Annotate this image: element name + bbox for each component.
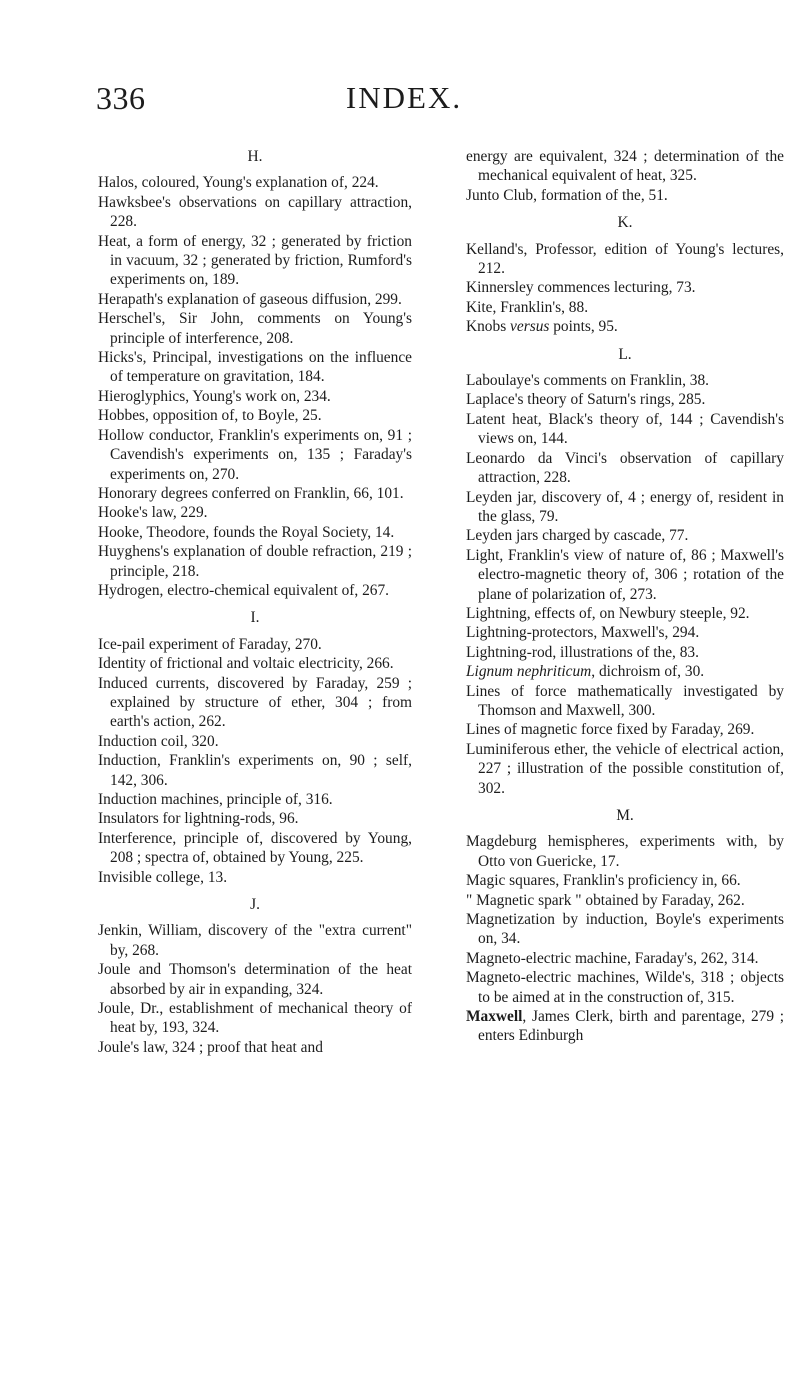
index-entry: Interference, principle of, discovered by Young, 208 ; spectra of, obtained by Young, 225. [98, 829, 412, 867]
index-entry: Hobbes, opposition of, to Boyle, 25. [98, 407, 322, 425]
index-entry [466, 1007, 784, 1046]
index-column-left [98, 147, 412, 1057]
index-entry: Hooke, Theodore, founds the Royal Society, 14. [98, 523, 395, 541]
index-entry: Joule, Dr., establishment of mechanical theory of heat by, 193, 324. [98, 1000, 412, 1037]
index-entry: Induction coil, 320. [98, 732, 219, 750]
index-entry: Magic squares, Franklin's proficiency in, 66. [466, 872, 741, 890]
index-entry: Lines of magnetic force fixed by Faraday, 269. [466, 721, 755, 739]
page-number: 336 [96, 80, 146, 116]
index-entry: Hieroglyphics, Young's work on, 234. [98, 387, 331, 405]
index-entry: Hawksbee's observations on capillary attraction, 228. [98, 193, 412, 231]
index-entry: Herschel's, Sir John, comments on Young's principle of interference, 208. [98, 310, 412, 347]
index-entry: Lightning, effects of, on Newbury steeple, 92. [466, 604, 750, 622]
index-entry: Luminiferous ether, the vehicle of electrical action, 227 ; illustration of the possible constitution of, 302. [466, 740, 784, 797]
index-entry: Leyden jars charged by cascade, 77. [466, 527, 689, 545]
index-entry: Magneto-electric machine, Faraday's, 262, 314. [466, 949, 759, 967]
index-entry: Light, Franklin's view of nature of, 86 ; Maxwell's electro-magnetic theory of, 306 ; rotation of the plane of polarization of, 273. [466, 546, 784, 603]
index-entry: Junto Club, formation of the, 51. [466, 186, 668, 204]
index-entry: energy are equivalent, 324 ; determination of the mechanical equivalent of heat, 325. [466, 148, 784, 185]
section-heading: H. [247, 148, 263, 165]
index-entry: Invisible college, 13. [98, 868, 228, 886]
section-heading: I. [250, 609, 260, 627]
index-entry: Magdeburg hemispheres, experiments with, by Otto von Guericke, 17. [466, 833, 784, 870]
page-header [96, 80, 706, 124]
index-entry: " Magnetic spark " obtained by Faraday, 262. [466, 891, 745, 909]
index-entry: Kelland's, Professor, edition of Young's lectures, 212. [466, 240, 784, 278]
index-entry: Huyghens's explanation of double refraction, 219 ; principle, 218. [98, 543, 412, 580]
index-entry: Leonardo da Vinci's observation of capillary attraction, 228. [466, 449, 784, 487]
index-entry: Honorary degrees conferred on Franklin, 66, 101. [98, 484, 404, 502]
entry-text: points, 95. [549, 318, 618, 336]
index-entry: Joule's law, 324 ; proof that heat and [98, 1038, 323, 1056]
index-entry: Lightning-rod, illustrations of the, 83. [466, 643, 699, 661]
entry-text: , James Clerk, birth and parentage, 279 ; enters Edinburgh [478, 1008, 784, 1045]
index-entry: Lines of force mathematically investigated by Thomson and Maxwell, 300. [466, 682, 784, 719]
italic-term: Lignum nephriticum [466, 663, 592, 681]
index-entry: Latent heat, Black's theory of, 144 ; Cavendish's views on, 144. [466, 410, 784, 448]
index-entry: Herapath's explanation of gaseous diffusion, 299. [98, 290, 402, 308]
index-entry [466, 317, 784, 336]
index-column-right [466, 147, 784, 1046]
index-entry: Halos, coloured, Young's explanation of, 224. [98, 174, 379, 192]
index-entry: Identity of frictional and voltaic electricity, 266. [98, 655, 394, 673]
index-entry: Induction, Franklin's experiments on, 90 ; self, 142, 306. [98, 752, 412, 789]
index-entry [466, 662, 784, 681]
index-entry: Hicks's, Principal, investigations on the influence of temperature on gravitation, 184. [98, 349, 412, 386]
index-entry: Lightning-protectors, Maxwell's, 294. [466, 624, 700, 642]
entry-text: , dichroism of, 30. [591, 663, 705, 681]
index-entry: Induction machines, principle of, 316. [98, 791, 333, 808]
index-entry: Ice-pail experiment of Faraday, 270. [98, 635, 322, 653]
index-entry: Insulators for lightning-rods, 96. [98, 810, 299, 828]
index-entry: Magneto-electric machines, Wilde's, 318 ; objects to be aimed at in the construction of, 315. [466, 969, 784, 1006]
index-entry: Joule and Thomson's determination of the heat absorbed by air in expanding, 324. [98, 961, 412, 998]
index-entry: Kinnersley commences lecturing, 73. [466, 279, 696, 297]
entry-text: Knobs [466, 318, 511, 336]
bold-term: Maxwell [466, 1008, 523, 1026]
italic-term: versus [510, 318, 550, 336]
index-entry: Hydrogen, electro-chemical equivalent of, 267. [98, 581, 390, 599]
running-title: INDEX. [345, 80, 463, 115]
index-entry: Kite, Franklin's, 88. [466, 298, 589, 316]
section-heading: L. [618, 345, 632, 363]
index-entry: Hollow conductor, Franklin's experiments on, 91 ; Cavendish's experiments on, 135 ; Faraday's experiments on, 270. [98, 426, 412, 483]
index-entry: Laboulaye's comments on Franklin, 38. [466, 372, 709, 390]
section-heading: M. [616, 807, 634, 824]
index-entry: Jenkin, William, discovery of the "extra current" by, 268. [98, 922, 412, 959]
index-entry: Leyden jar, discovery of, 4 ; energy of, resident in the glass, 79. [466, 488, 784, 525]
index-entry: Magnetization by induction, Boyle's experiments on, 34. [466, 911, 784, 948]
index-entry: Induced currents, discovered by Faraday, 259 ; explained by structure of ether, 304 ; from earth's action, 262. [98, 674, 412, 731]
index-entry: Heat, a form of energy, 32 ; generated by friction in vacuum, 32 ; generated by friction, Rumford's experiments on, 189. [98, 232, 412, 289]
index-entry: Laplace's theory of Saturn's rings, 285. [466, 391, 706, 409]
index-entry: Hooke's law, 229. [98, 504, 208, 522]
section-heading: J. [250, 896, 260, 914]
section-heading: K. [617, 214, 633, 232]
